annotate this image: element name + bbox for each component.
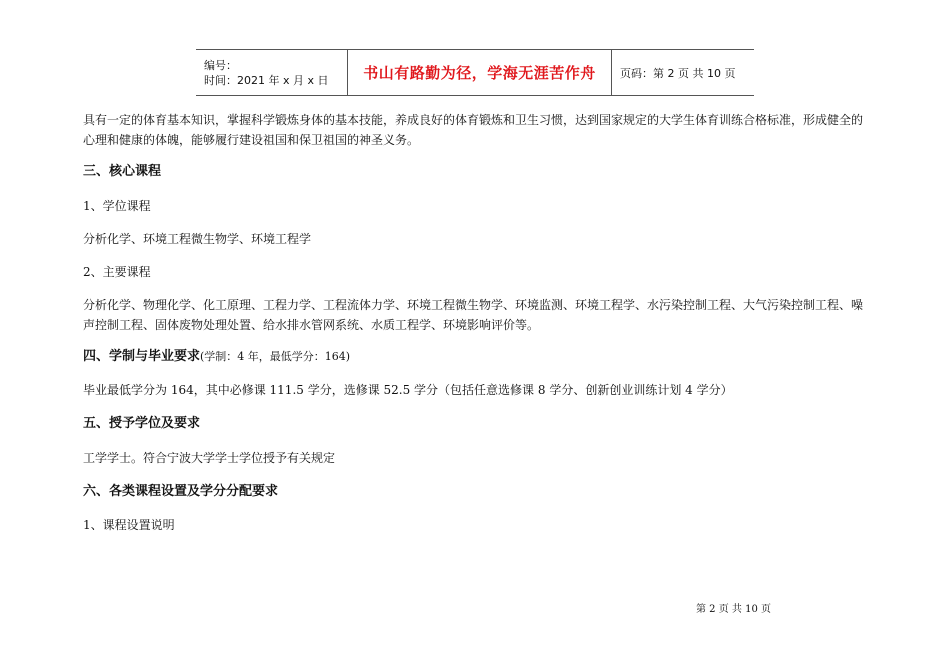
section-3-degree-courses: 分析化学、环境工程微生物学、环境工程学 xyxy=(83,232,312,246)
section-6-title: 六、各类课程设置及学分分配要求 xyxy=(83,484,279,499)
header-page-code: 页码：第 2 页 共 10 页 xyxy=(612,50,755,96)
section-4-title xyxy=(83,347,865,367)
page-header xyxy=(196,49,754,96)
section-4-title-text: 四、学制与毕业要求 xyxy=(83,349,201,364)
time-label: 时间：2021 年 x 月 x 日 xyxy=(204,73,329,87)
section-4-note: (学制：4 年，最低学分：164) xyxy=(200,350,351,363)
section-5-title: 五、授予学位及要求 xyxy=(83,416,201,431)
header-motto: 书山有路勤为径，学海无涯苦作舟 xyxy=(348,50,612,96)
section-3-subtitle-1: 1、学位课程 xyxy=(83,199,151,213)
section-4-text: 毕业最低学分为 164，其中必修课 111.5 学分，选修课 52.5 学分（包括任意选修课 8 学分、创新创业训练计划 4 学分） xyxy=(83,383,733,397)
section-6-subtitle-1: 1、课程设置说明 xyxy=(83,518,175,532)
section-3-main-courses: 分析化学、物理化学、化工原理、工程力学、工程流体力学、环境工程微生物学、环境监测、环境工程学、水污染控制工程、大气污染控制工程、噪声控制工程、固体废物处理处置、给水排水管网系统、水质工程学、环境影响评价等。 xyxy=(83,298,864,332)
header-meta xyxy=(196,50,348,96)
section-5-text: 工学学士。符合宁波大学学士学位授予有关规定 xyxy=(83,451,336,465)
serial-label: 编号： xyxy=(204,58,237,72)
section-3-subtitle-2: 2、主要课程 xyxy=(83,265,151,279)
intro-paragraph: 具有一定的体育基本知识，掌握科学锻炼身体的基本技能，养成良好的体育锻炼和卫生习惯，达到国家规定的大学生体育训练合格标准，形成健全的心理和健康的体魄，能够履行建设祖国和保卫祖国的神圣义务。 xyxy=(83,113,864,147)
page-footer: 第 2 页 共 10 页 xyxy=(696,604,771,615)
section-3-title: 三、核心课程 xyxy=(83,164,162,179)
